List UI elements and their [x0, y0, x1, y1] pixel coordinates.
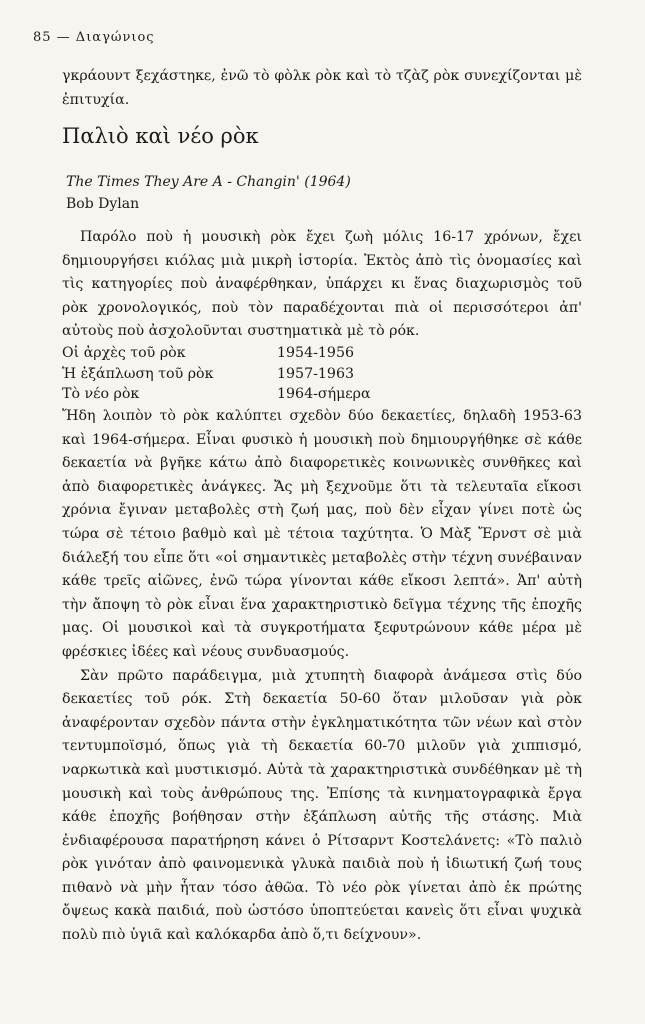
- paragraph-2: [62, 226, 582, 344]
- epigraph-author: Bob Dylan: [66, 196, 140, 212]
- period-row: [62, 343, 371, 364]
- period-years: 1954-1956: [277, 345, 355, 361]
- period-row: [62, 384, 371, 405]
- period-label: Τὸ νέο ρὸκ: [62, 386, 140, 402]
- period-label: Οἱ ἀρχὲς τοῦ ρὸκ: [62, 345, 186, 361]
- paragraph-1-text: γκράουντ ξεχάστηκε, ἐνῶ τὸ φὸλκ ρὸκ καὶ τὸ τζὰζ ρὸκ συνεχίζονται μὲ ἐπιτυχία.: [62, 68, 582, 108]
- period-years: 1957-1963: [277, 365, 355, 382]
- paragraph-2-text: Παρόλο ποὺ ἡ μουσικὴ ρὸκ ἔχει ζωὴ μόλις 16-17 χρόνων, ἔχει δημιουργήσει κιόλας μιὰ μικρὴ ἱστορία. Ἐκτὸς ἀπὸ τὶς ὀνομασίες καὶ τὶς κατηγορίες ποὺ ἀναφέρθηκαν, ὑπάρχει κι ἕνας διαχωρισμὸς τοῦ ρὸκ χρονολογικός, ποὺ τὸν παραδέχονται πιὰ οἱ περισσότεροι ἀπ' αὐτοὺς ποὺ ἀσχολοῦνται συστηματικὰ μὲ τὸ ρόκ.: [62, 229, 582, 340]
- paragraphs-3-4: [62, 405, 582, 948]
- paragraph-3-text: Ἤδη λοιπὸν τὸ ρὸκ καλύπτει σχεδὸν δύο δεκαετίες, δηλαδὴ 1953-63 καὶ 1964-σήμερα. Εἶναι φυσικὸ ἡ μουσικὴ ποὺ δημιουργήθηκε σὲ κάθε δεκαετία νὰ βγῆκε κάτω ἀπὸ διαφορετικὲς κοινωνικὲς συνθῆκες καὶ ἀπὸ διαφορετικὲς ἀνάγκες. Ἄς μὴ ξεχνοῦμε ὅτι τὰ τελευταῖα εἴκοσι χρόνια ἔγιναν μεταβολὲς στὴ ζωή μας, ποὺ δὲν εἶχαν γίνει ποτὲ ὡς τώρα σὲ τέτοιο βαθμὸ καὶ μὲ τέτοια ταχύτητα. Ὁ Μὰξ Ἔρνστ σὲ μιὰ διάλεξή του εἶπε ὅτι «οἱ σημαντικὲς μεταβολὲς στὴν τέχνη συνέβαιναν κάθε τρεῖς αἰῶνες, ἐνῶ τώρα γίνονται κάθε εἴκοσι λεπτά». Ἀπ' αὐτὴ τὴν ἄποψη τὸ ρὸκ εἶναι ἕνα χαρακτηριστικὸ δεῖγμα τέχνης τῆς ἐποχῆς μας. Οἱ μουσικοὶ καὶ τὰ συγκροτήματα ξεφυτρώνουν κάθε μέρα μὲ φρέσκιες ἰδέες καὶ νέους συνδυασμούς.: [62, 408, 582, 660]
- running-head: 85 — Διαγώνιος: [33, 30, 155, 45]
- period-years: 1964-σήμερα: [277, 386, 371, 402]
- epigraph-quote: The Times They Are A - Changin' (1964): [66, 174, 351, 190]
- paragraph-1: [62, 65, 582, 112]
- section-title: Παλιὸ καὶ νέο ρὸκ: [62, 124, 259, 148]
- period-row: [62, 364, 371, 385]
- periods-table: [62, 343, 371, 405]
- epigraph: [66, 171, 351, 215]
- paragraph-4-text: Σὰν πρῶτο παράδειγμα, μιὰ χτυπητὴ διαφορὰ ἀνάμεσα στὶς δύο δεκαετίες τοῦ ρόκ. Στὴ δεκαετία 50-60 ὅταν μιλοῦσαν γιὰ ρὸκ ἀναφέρονταν σχεδὸν πάντα στὴν ἐγκληματικότητα τῶν νέων καὶ στὸν τεντυμποϊσμό, ὅπως γιὰ τὴ δεκαετία 60-70 μιλοῦν γιὰ χιππισμό, ναρκωτικὰ καὶ μυστικισμό. Αὐτὰ τὰ χαρακτηριστικὰ συνδέθηκαν μὲ τὴ μουσικὴ καὶ τοὺς ἀνθρώπους της. Ἐπίσης τὰ κινηματογραφικὰ ἔργα κάθε ἐποχῆς βοήθησαν στὴν ἐξάπλωση αὐτῆς τῆς στάσης. Μιὰ ἐνδιαφέρουσα παρατήρηση κάνει ὁ Ρίτσαρντ Κοστελάνετς: «Τὸ παλιὸ ρὸκ γινόταν ἀπὸ φαινομενικὰ γλυκὰ παιδιὰ ποὺ ἡ ἰδιωτική ζωή τους πιθανὸ νὰ μὴν ἦταν τόσο ἀθῶα. Τὸ νέο ρὸκ γίνεται ἀπὸ ἐκ πρώτης ὄψεως κακὰ παιδιά, ποὺ ὡστόσο ὑποπτεύεται κανεὶς ὅτι εἶναι ψυχικὰ πολὺ πιὸ ὑγιᾶ καὶ καλόκαρδα ἀπὸ ὅ,τι δείχνουν».: [62, 667, 582, 944]
- period-label: Ἡ ἐξάπλωση τοῦ ρὸκ: [62, 365, 214, 382]
